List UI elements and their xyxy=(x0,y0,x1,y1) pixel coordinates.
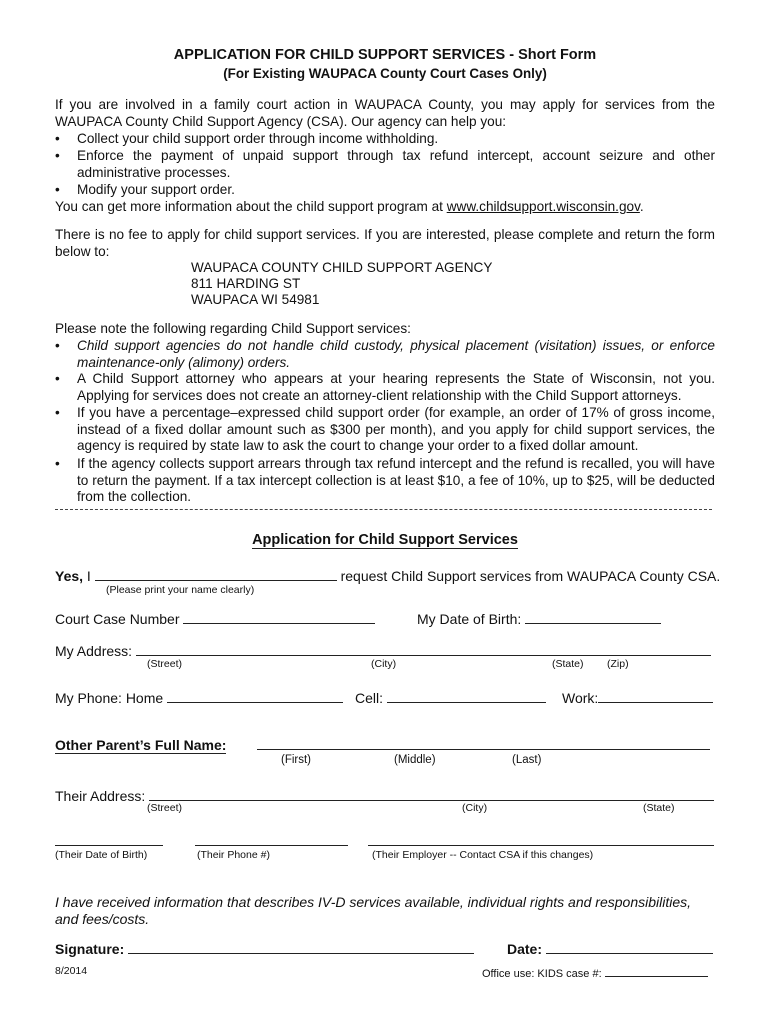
yes-line xyxy=(55,566,720,584)
agency-name: WAUPACA COUNTY CHILD SUPPORT AGENCY xyxy=(191,260,493,275)
note-text: If you have a percentage–expressed child support order (for example, an order of 17% of gross income, instead of a fixed dollar amount such as $300 per month), and you apply for child support services, the agency is required by state law to ask the court to change your order to a fixed dollar amount. xyxy=(77,405,715,454)
their-addr-hint-city: (City) xyxy=(462,802,488,814)
intro-bullet-text: Collect your child support order through income withholding. xyxy=(77,131,439,146)
their-phone-field[interactable] xyxy=(195,845,348,846)
signature-label: Signature: xyxy=(55,941,125,957)
their-employer-hint: (Their Employer -- Contact CSA if this changes) xyxy=(372,849,594,861)
address-field[interactable] xyxy=(136,641,711,656)
application-heading: Application for Child Support Services xyxy=(252,532,518,548)
name-hint-middle: (Middle) xyxy=(394,754,436,766)
section-divider xyxy=(55,509,712,510)
notes-heading: Please note the following regarding Child Support services: xyxy=(55,321,411,336)
intro-bullet-text: Enforce the payment of unpaid support through tax refund intercept, account seizure and other administrative processes. xyxy=(77,148,715,180)
address-row xyxy=(55,641,711,659)
signature-field[interactable] xyxy=(128,939,474,954)
more-info-line xyxy=(55,199,715,216)
their-address-field[interactable] xyxy=(149,786,714,801)
date-field[interactable] xyxy=(546,939,713,954)
work-phone-field[interactable] xyxy=(598,688,713,703)
note-text: Child support agencies do not handle child custody, physical placement (visitation) issues, or enforce maintenance-only (alimony) orders. xyxy=(77,338,715,370)
cell-label: Cell: xyxy=(355,690,384,706)
addr-hint-city: (City) xyxy=(371,658,397,670)
kids-case-field[interactable] xyxy=(605,965,708,977)
court-case-row xyxy=(55,609,375,627)
note-item: • A Child Support attorney who appears at your hearing represents the State of Wisconsin, not you. Applying for services does not create an attorney-client relationship with the Child Support attorneys. xyxy=(55,371,715,403)
intro-paragraph: If you are involved in a family court action in WAUPACA County, you may apply for services from the WAUPACA County Child Support Agency (CSA). Our agency can help you: xyxy=(55,97,715,129)
other-parent-label: Other Parent’s Full Name: xyxy=(55,737,227,753)
name-hint-first: (First) xyxy=(281,754,312,766)
note-item: • If the agency collects support arrears through tax refund intercept and the refund is recalled, you will have to return the payment. If a tax intercept collection is at least $10, a fee of 10%, up to $25, will be deducted from the collection. xyxy=(55,456,715,505)
agency-street: 811 HARDING ST xyxy=(191,276,301,292)
name-hint: (Please print your name clearly) xyxy=(106,584,255,596)
cell-phone-field[interactable] xyxy=(387,688,546,703)
name-hint-last: (Last) xyxy=(512,754,542,766)
court-case-field[interactable] xyxy=(183,609,375,624)
addr-hint-street: (Street) xyxy=(147,658,183,670)
their-addr-hint-street: (Street) xyxy=(147,802,183,814)
agency-city: WAUPACA WI 54981 xyxy=(191,292,320,308)
yes-i: I xyxy=(83,568,91,584)
addr-hint-zip: (Zip) xyxy=(607,658,629,670)
dob-field[interactable] xyxy=(525,609,661,624)
phone-row xyxy=(55,688,343,706)
note-item: • If you have a percentage–expressed child support order (for example, an order of 17% of gross income, instead of a fixed dollar amount such as $300 per month), and you apply for child support services, the agency is required by state law to ask the court to change your order to a fixed dollar amount. xyxy=(55,405,715,454)
their-dob-hint: (Their Date of Birth) xyxy=(55,849,148,861)
note-text: A Child Support attorney who appears at your hearing represents the State of Wisconsin, not you. Applying for services does not create an attorney-client relationship with the Child Support attorneys. xyxy=(77,371,715,403)
work-row xyxy=(562,688,713,706)
dob-label: My Date of Birth: xyxy=(417,611,522,627)
applicant-name-field[interactable] xyxy=(95,566,337,581)
more-info-suffix: . xyxy=(639,199,644,214)
acknowledgement: I have received information that describes IV-D services available, individual rights and responsibilities, and fees/costs. xyxy=(55,894,692,927)
date-row xyxy=(507,939,713,957)
home-phone-field[interactable] xyxy=(167,688,343,703)
addr-hint-state: (State) xyxy=(552,658,584,670)
date-label: Date: xyxy=(507,941,543,957)
intro-bullet: • Modify your support order. xyxy=(55,182,715,199)
note-item: • Child support agencies do not handle child custody, physical placement (visitation) issues, or enforce maintenance-only (alimony) orders. xyxy=(55,338,715,370)
work-label: Work: xyxy=(562,690,599,706)
dob-row xyxy=(417,609,661,627)
other-parent-name-field[interactable] xyxy=(257,749,710,750)
childsupport-link[interactable]: www.childsupport.wisconsin.gov xyxy=(446,199,640,214)
form-title: APPLICATION FOR CHILD SUPPORT SERVICES - Short Form xyxy=(173,47,597,63)
office-use-row xyxy=(482,965,708,980)
more-info-prefix: You can get more information about the child support program at xyxy=(55,199,447,214)
agency-address xyxy=(191,260,492,309)
intro-bullet: • Collect your child support order through income withholding. xyxy=(55,131,715,148)
signature-row xyxy=(55,939,474,957)
form-version: 8/2014 xyxy=(55,965,88,977)
fee-paragraph: There is no fee to apply for child support services. If you are interested, please complete and return the form below to: xyxy=(55,227,715,259)
intro-bullet-text: Modify your support order. xyxy=(77,182,235,197)
court-case-label: Court Case Number xyxy=(55,611,180,627)
cell-row xyxy=(355,688,546,706)
form-subtitle: (For Existing WAUPACA County Court Cases Only) xyxy=(223,66,547,81)
yes-suffix: request Child Support services from WAUPACA County CSA. xyxy=(340,568,721,584)
their-addr-hint-state: (State) xyxy=(643,802,675,814)
home-phone-label: My Phone: Home xyxy=(55,690,164,706)
intro-bullet: • Enforce the payment of unpaid support through tax refund intercept, account seizure and other administrative processes. xyxy=(55,148,715,180)
office-use-label: Office use: KIDS case #: xyxy=(482,968,602,980)
their-address-label: Their Address: xyxy=(55,788,146,804)
their-dob-field[interactable] xyxy=(55,845,163,846)
their-employer-field[interactable] xyxy=(368,845,714,846)
yes-label: Yes, xyxy=(55,568,84,584)
note-text: If the agency collects support arrears through tax refund intercept and the refund is recalled, you will have to return the payment. If a tax intercept collection is at least $10, a fee of 10%, up to $25, will be deducted from the collection. xyxy=(77,456,715,505)
address-label: My Address: xyxy=(55,643,133,659)
their-phone-hint: (Their Phone #) xyxy=(197,849,270,861)
